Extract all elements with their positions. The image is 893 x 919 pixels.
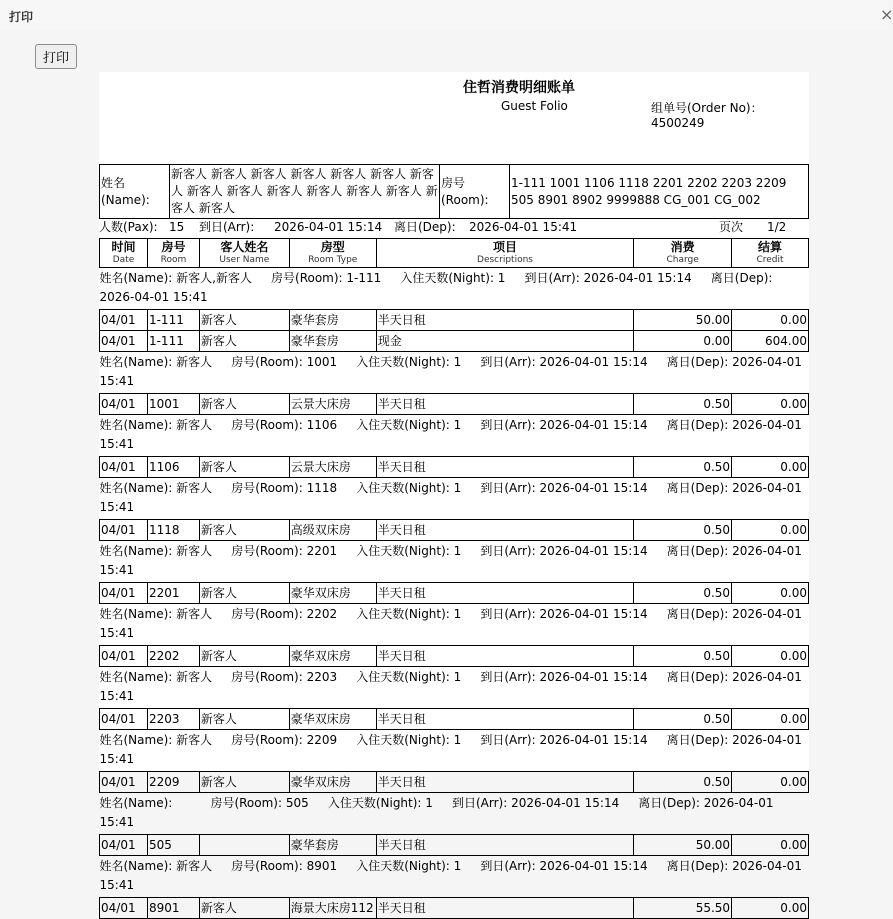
cell-desc: 半天日租	[376, 898, 633, 919]
cell-credit: 0.00	[732, 520, 809, 541]
dep-label: 离日(Dep):	[394, 220, 456, 234]
cell-date: 04/01	[100, 772, 148, 793]
guest-group-header	[100, 604, 809, 646]
cell-charge: 50.00	[634, 310, 732, 331]
cell-credit: 0.00	[732, 898, 809, 919]
guest-group-text: 姓名(Name): 新客人 房号(Room): 8901 入住天数(Night): 1 到日(Arr): 2026-04-01 15:14 离日(Dep): 2026-04-01 15:41	[99, 859, 806, 892]
cell-desc: 半天日租	[376, 583, 633, 604]
arr-label: 到日(Arr):	[199, 220, 255, 234]
room-label: 房号(Room):	[440, 165, 510, 219]
cell-name: 新客人	[199, 331, 289, 352]
guest-group-text: 姓名(Name): 房号(Room): 505 入住天数(Night): 1 到日(Arr): 2026-04-01 15:14 离日(Dep): 2026-04-01 15:41	[99, 796, 778, 829]
cell-credit: 0.00	[732, 310, 809, 331]
guest-group-header	[100, 268, 809, 310]
table-row	[100, 520, 809, 541]
col-room: 房号 Room	[147, 239, 199, 268]
cell-room: 2201	[147, 583, 199, 604]
guest-group-header	[100, 856, 809, 898]
cell-date: 04/01	[100, 583, 148, 604]
table-row	[100, 646, 809, 667]
col-desc: 项目 Descriptions	[376, 239, 633, 268]
cell-charge: 0.50	[634, 457, 732, 478]
cell-type: 豪华双床房	[289, 772, 376, 793]
cell-room: 2209	[147, 772, 199, 793]
guest-group-text: 姓名(Name): 新客人 房号(Room): 2203 入住天数(Night): 1 到日(Arr): 2026-04-01 15:14 离日(Dep): 2026-04-01 15:41	[99, 670, 806, 703]
cell-type: 云景大床房	[289, 394, 376, 415]
cell-charge: 0.00	[634, 331, 732, 352]
cell-desc: 半天日租	[376, 772, 633, 793]
cell-credit: 0.00	[732, 772, 809, 793]
guest-group-text: 姓名(Name): 新客人,新客人 房号(Room): 1-111 入住天数(Night): 1 到日(Arr): 2026-04-01 15:14 离日(Dep): 2026-04-01 15:41	[99, 271, 777, 304]
guest-group-header	[100, 793, 809, 835]
guest-info-table	[99, 164, 809, 219]
cell-credit: 0.00	[732, 646, 809, 667]
guest-group-header	[100, 478, 809, 520]
cell-charge: 0.50	[634, 583, 732, 604]
table-row	[100, 331, 809, 352]
guest-group-text: 姓名(Name): 新客人 房号(Room): 1118 入住天数(Night): 1 到日(Arr): 2026-04-01 15:14 离日(Dep): 2026-04-01 15:41	[99, 481, 806, 514]
cell-charge: 0.50	[634, 394, 732, 415]
name-label: 姓名(Name):	[100, 165, 170, 219]
dialog-title: 打印	[9, 10, 34, 24]
cell-type: 豪华双床房	[289, 583, 376, 604]
cell-credit: 0.00	[732, 835, 809, 856]
page-value: 1/2	[767, 220, 787, 234]
cell-room: 1-111	[147, 310, 199, 331]
cell-date: 04/01	[100, 310, 148, 331]
table-row	[100, 583, 809, 604]
cell-credit: 0.00	[732, 709, 809, 730]
cell-date: 04/01	[100, 646, 148, 667]
cell-type: 豪华套房	[289, 331, 376, 352]
cell-type: 豪华双床房	[289, 709, 376, 730]
cell-date: 04/01	[100, 835, 148, 856]
cell-date: 04/01	[100, 331, 148, 352]
cell-room: 1106	[147, 457, 199, 478]
cell-desc: 半天日租	[376, 646, 633, 667]
cell-room: 8901	[147, 898, 199, 919]
cell-charge: 50.00	[634, 835, 732, 856]
table-row	[100, 310, 809, 331]
folio-title: 住哲消费明细账单	[463, 80, 575, 96]
col-credit: 结算 Credit	[732, 239, 809, 268]
dep-value: 2026-04-01 15:41	[469, 220, 578, 234]
guest-group-text: 姓名(Name): 新客人 房号(Room): 2202 入住天数(Night): 1 到日(Arr): 2026-04-01 15:14 离日(Dep): 2026-04-01 15:41	[99, 607, 806, 640]
col-username: 客人姓名 User Name	[199, 239, 289, 268]
col-date: 时间 Date	[100, 239, 148, 268]
cell-type: 豪华套房	[289, 310, 376, 331]
arr-value: 2026-04-01 15:14	[274, 220, 383, 234]
guest-names: 新客人 新客人 新客人 新客人 新客人 新客人 新客人 新客人 新客人 新客人 新客人 新客人 新客人 新客人 新客人	[170, 165, 440, 219]
order-number: 组单号(Order No)：4500249	[651, 101, 763, 130]
guest-group-header	[100, 730, 809, 772]
table-header	[100, 239, 809, 268]
cell-desc: 现金	[376, 331, 633, 352]
guest-group-header	[100, 415, 809, 457]
cell-desc: 半天日租	[376, 709, 633, 730]
guest-group-text: 姓名(Name): 新客人 房号(Room): 2209 入住天数(Night): 1 到日(Arr): 2026-04-01 15:14 离日(Dep): 2026-04-01 15:41	[99, 733, 806, 766]
cell-charge: 0.50	[634, 520, 732, 541]
cell-credit: 0.00	[732, 457, 809, 478]
cell-type: 高级双床房	[289, 520, 376, 541]
cell-name: 新客人	[199, 646, 289, 667]
close-icon[interactable]: ×	[880, 5, 893, 24]
cell-type: 海景大床房112	[289, 898, 376, 919]
cell-name: 新客人	[199, 898, 289, 919]
cell-name: 新客人	[199, 709, 289, 730]
cell-date: 04/01	[100, 457, 148, 478]
cell-charge: 55.50	[634, 898, 732, 919]
table-row	[100, 394, 809, 415]
cell-room: 505	[147, 835, 199, 856]
table-row	[100, 772, 809, 793]
cell-type: 云景大床房	[289, 457, 376, 478]
col-roomtype: 房型 Room Type	[289, 239, 376, 268]
dialog-titlebar	[0, 0, 893, 30]
cell-room: 1001	[147, 394, 199, 415]
cell-desc: 半天日租	[376, 457, 633, 478]
cell-type: 豪华双床房	[289, 646, 376, 667]
room-list: 1-111 1001 1106 1118 2201 2202 2203 2209 505 8901 8902 9999888 CG_001 CG_002	[510, 165, 809, 219]
table-row	[100, 835, 809, 856]
cell-name: 新客人	[199, 772, 289, 793]
cell-name: 新客人	[199, 310, 289, 331]
cell-room: 1118	[147, 520, 199, 541]
cell-room: 2202	[147, 646, 199, 667]
cell-room: 2203	[147, 709, 199, 730]
pax-value: 15	[169, 220, 185, 234]
guest-group-text: 姓名(Name): 新客人 房号(Room): 1001 入住天数(Night): 1 到日(Arr): 2026-04-01 15:14 离日(Dep): 2026-04-01 15:41	[99, 355, 806, 388]
cell-date: 04/01	[100, 898, 148, 919]
cell-desc: 半天日租	[376, 310, 633, 331]
table-row	[100, 709, 809, 730]
table-row	[100, 898, 809, 919]
page-label: 页次	[719, 220, 744, 234]
cell-credit: 0.00	[732, 583, 809, 604]
cell-date: 04/01	[100, 520, 148, 541]
cell-type: 豪华套房	[289, 835, 376, 856]
col-charge: 消费 Charge	[634, 239, 732, 268]
guest-group-header	[100, 541, 809, 583]
cell-desc: 半天日租	[376, 394, 633, 415]
cell-name	[199, 835, 289, 856]
guest-group-text: 姓名(Name): 新客人 房号(Room): 2201 入住天数(Night): 1 到日(Arr): 2026-04-01 15:14 离日(Dep): 2026-04-01 15:41	[99, 544, 806, 577]
cell-date: 04/01	[100, 709, 148, 730]
cell-desc: 半天日租	[376, 520, 633, 541]
cell-name: 新客人	[199, 394, 289, 415]
guest-group-text: 姓名(Name): 新客人 房号(Room): 1106 入住天数(Night): 1 到日(Arr): 2026-04-01 15:14 离日(Dep): 2026-04-01 15:41	[99, 418, 806, 451]
guest-group-header	[100, 352, 809, 394]
cell-desc: 半天日租	[376, 835, 633, 856]
folio-table	[99, 238, 809, 919]
table-row	[100, 457, 809, 478]
cell-credit: 604.00	[732, 331, 809, 352]
cell-name: 新客人	[199, 457, 289, 478]
print-button[interactable]: 打印	[35, 44, 77, 69]
cell-charge: 0.50	[634, 646, 732, 667]
folio-paper	[99, 72, 809, 915]
cell-charge: 0.50	[634, 709, 732, 730]
pax-row	[99, 218, 809, 237]
pax-label: 人数(Pax):	[99, 220, 158, 234]
cell-name: 新客人	[199, 583, 289, 604]
cell-date: 04/01	[100, 394, 148, 415]
folio-subtitle: Guest Folio	[501, 99, 568, 113]
cell-room: 1-111	[147, 331, 199, 352]
cell-name: 新客人	[199, 520, 289, 541]
folio-body	[100, 268, 809, 919]
guest-group-header	[100, 667, 809, 709]
cell-credit: 0.00	[732, 394, 809, 415]
cell-charge: 0.50	[634, 772, 732, 793]
